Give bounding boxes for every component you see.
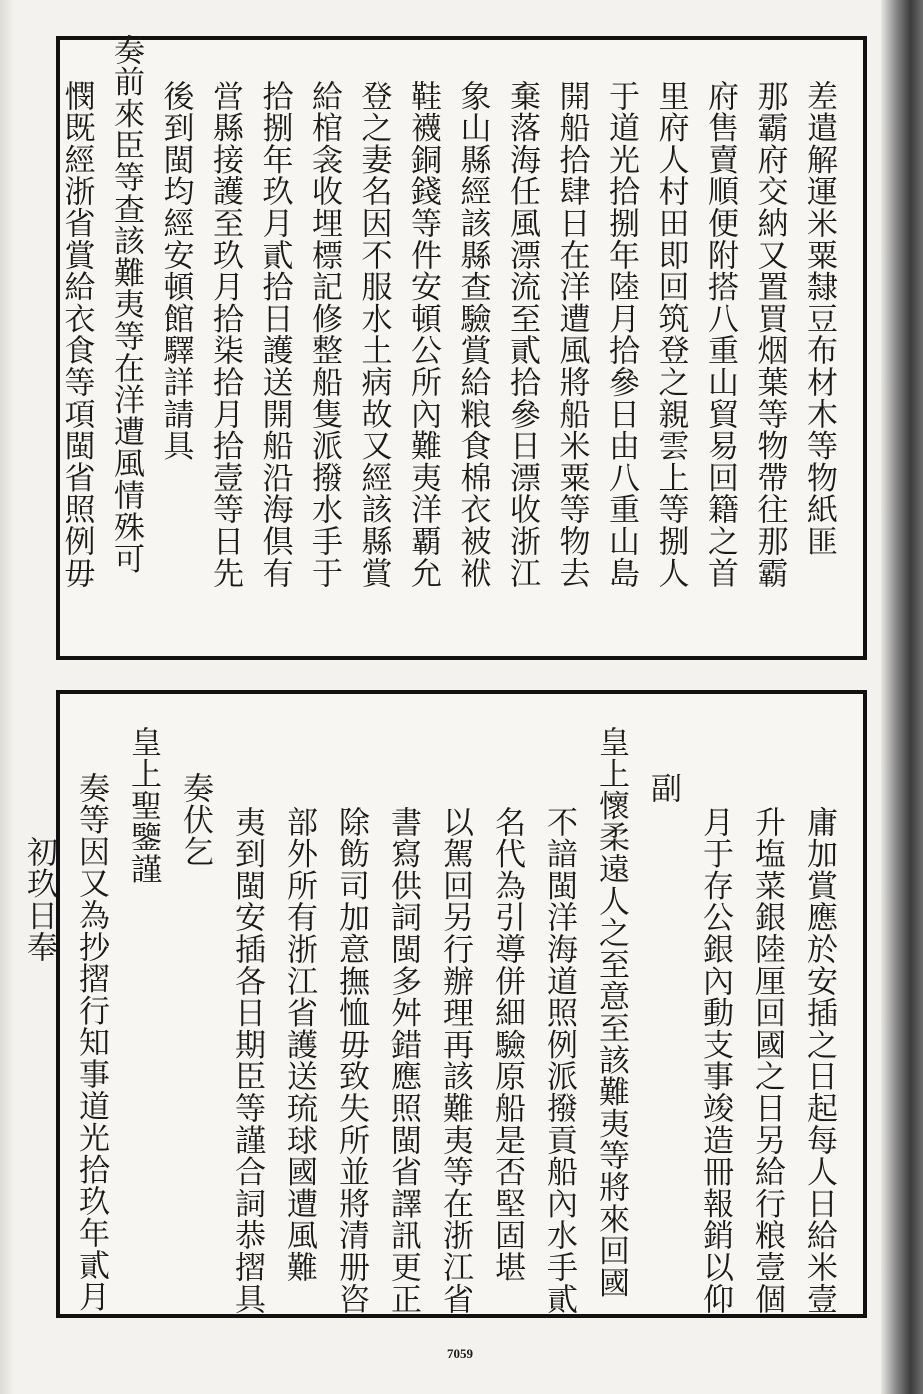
text-column: 後到閩均經安頓館驛詳請具 — [157, 80, 194, 462]
text-column: 書寫供詞閩多舛錯應照閩省譯訊更正 — [385, 806, 421, 1315]
text-column: 開船拾肆日在洋遭風將船米粟等物去 — [553, 80, 590, 589]
text-column: 府售賣順便附搭八重山貿易回籍之首 — [702, 80, 738, 589]
text-column-raised: 皇上聖鑒謹 — [125, 726, 161, 885]
page-left-edge — [0, 0, 14, 1394]
text-column: 拾捌年玖月貳拾日護送開船沿海倶有 — [256, 80, 293, 589]
text-column: 升塩菜銀陸厘回國之日另給行粮壹個 — [749, 806, 785, 1315]
text-column: 月于存公銀內動支事竣造冊報銷以仰 — [697, 806, 733, 1315]
text-column: 部外所有浙江省護送琉球國遭風難 — [281, 806, 317, 1283]
text-column: 初玖日奉 — [21, 836, 57, 964]
text-column: 象山縣經該縣查驗賞給粮食棉衣被袱 — [454, 80, 491, 589]
text-column: 副 — [645, 772, 681, 804]
upper-text-columns — [58, 34, 863, 656]
text-column: 以駕回另行辦理再該難夷等在浙江省 — [437, 806, 473, 1315]
text-column: 差遣解運米粟隸豆布材木等物紙匪 — [801, 80, 837, 557]
book-spine-shadow — [881, 0, 923, 1394]
upper-text-panel — [56, 36, 867, 660]
text-column: 夷到閩安插各日期臣等謹合詞恭摺具 — [229, 806, 265, 1315]
text-column: 憫既經浙省賞給衣食等項閩省照例毋 — [58, 80, 95, 589]
text-column: 登之妻名因不服水土病故又經該縣賞 — [355, 80, 392, 589]
text-column: 于道光拾捌年陸月拾參日由八重山島 — [603, 80, 639, 589]
text-column: 庸加賞應於安插之日起每人日給米壹 — [801, 806, 837, 1315]
text-column: 営縣接護至玖月拾柒拾月拾壹等日先 — [207, 80, 243, 589]
text-column: 鞋襪銅錢等件安頓公所內難夷洋覇允 — [405, 80, 441, 589]
text-column: 那霸府交納又置買烟葉等物帶往那霸 — [751, 80, 788, 589]
lower-text-columns — [21, 694, 863, 1315]
text-column-raised: 皇上懷柔遠人之至意至該難夷等將來回國 — [593, 726, 629, 1299]
text-column: 名代為引導併細驗原船是否堅固堪 — [489, 806, 525, 1283]
text-column: 給棺衾收埋標記修整船隻派撥水手于 — [306, 80, 342, 589]
text-column: 棄落海任風漂流至貳拾參日漂收浙江 — [504, 80, 540, 589]
lower-text-panel — [21, 690, 867, 1318]
text-column: 奏等因又為抄摺行知事道光拾玖年貳月 — [73, 772, 109, 1313]
text-column: 不諳閩洋海道照例派撥貢船內水手貳 — [541, 806, 577, 1315]
text-column: 除飭司加意撫恤毋致失所並將清册咨 — [333, 806, 369, 1315]
text-column-raised: 奏前來臣等查該難夷等在洋遭風情殊可 — [108, 34, 144, 575]
text-column: 里府人村田即回筑登之親雲上等捌人 — [652, 80, 689, 589]
text-column: 奏伏乞 — [177, 772, 213, 868]
page-number: 7059 — [447, 1346, 473, 1361]
